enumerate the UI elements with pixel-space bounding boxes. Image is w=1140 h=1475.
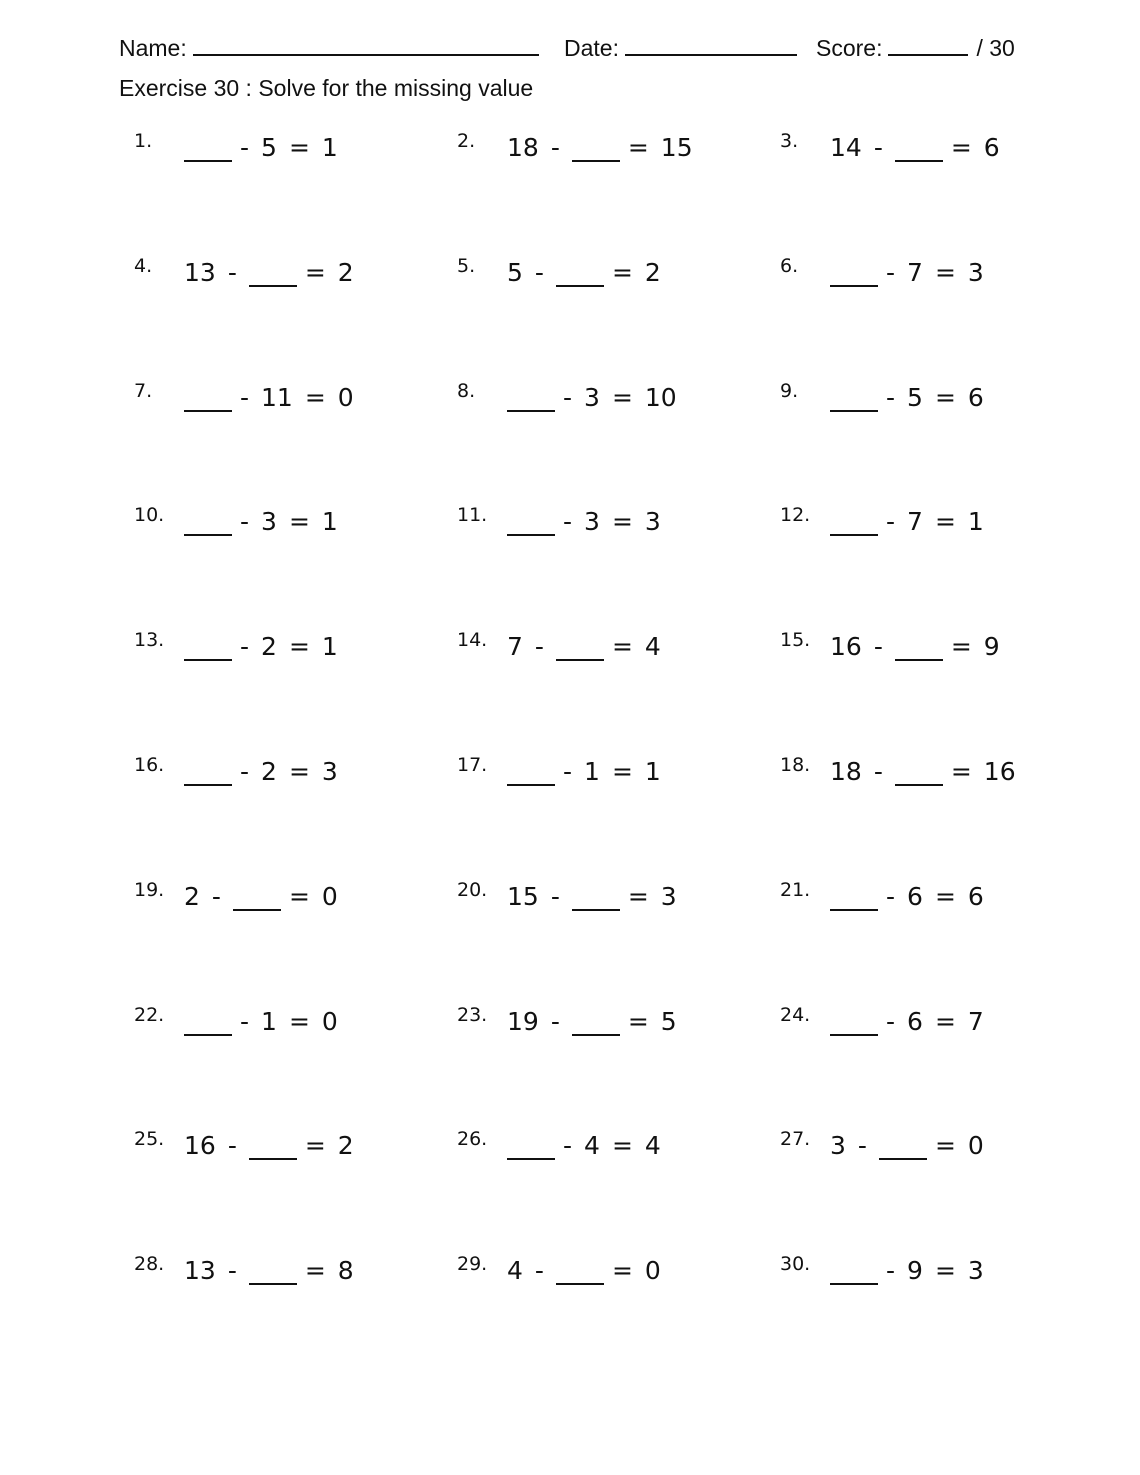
answer-blank[interactable]: [184, 760, 232, 786]
operand-a: 16: [184, 1131, 216, 1161]
equation: [507, 1004, 689, 1037]
answer-blank[interactable]: [556, 635, 604, 661]
equals-sign: =: [304, 1256, 326, 1286]
problem-24: [780, 1004, 1080, 1044]
equation: [830, 629, 1012, 662]
problem-30: [780, 1253, 1080, 1293]
problem-27: [780, 1128, 1080, 1168]
answer-blank[interactable]: [249, 261, 297, 287]
operand-b: 7: [907, 257, 923, 287]
result: 3: [321, 757, 338, 786]
minus-sign: -: [886, 382, 896, 412]
equation: [184, 754, 350, 787]
problem-number: 9.: [780, 379, 799, 402]
equals-sign: =: [627, 881, 649, 911]
minus-sign: -: [227, 1256, 237, 1286]
equation: [830, 380, 996, 413]
answer-blank[interactable]: [556, 261, 604, 287]
result: 3: [967, 1256, 984, 1286]
equation: [830, 1128, 996, 1161]
equation: [830, 255, 996, 288]
problem-18: [780, 754, 1080, 794]
answer-blank[interactable]: [830, 1010, 878, 1036]
equals-sign: =: [611, 382, 633, 412]
equation: [830, 754, 1028, 787]
minus-sign: -: [240, 1006, 250, 1036]
result: 3: [660, 881, 677, 911]
equation: [830, 504, 996, 537]
equation: [507, 380, 689, 413]
problem-25: [134, 1128, 434, 1168]
operand-b: 3: [584, 507, 600, 537]
result: 0: [321, 881, 338, 911]
problem-number: 23.: [457, 1003, 488, 1026]
equals-sign: =: [611, 1256, 633, 1286]
operand-b: 1: [261, 1006, 277, 1036]
equation: [184, 255, 366, 288]
operand-a: 5: [507, 257, 523, 287]
operand-b: 11: [261, 382, 293, 412]
answer-blank[interactable]: [895, 136, 943, 162]
date-label: Date:: [564, 35, 619, 61]
operand-b: 7: [907, 507, 923, 537]
problem-15: [780, 629, 1080, 669]
problem-number: 5.: [457, 254, 476, 277]
problem-29: [457, 1253, 757, 1293]
problem-6: [780, 255, 1080, 295]
operand-a: 18: [507, 133, 539, 162]
problem-number: 3.: [780, 130, 799, 152]
answer-blank[interactable]: [184, 510, 232, 536]
equation: [830, 1004, 996, 1037]
problem-number: 27.: [780, 1128, 811, 1151]
equation: [507, 754, 673, 787]
answer-blank[interactable]: [830, 885, 878, 911]
operand-b: 4: [584, 1131, 600, 1161]
equals-sign: =: [288, 507, 310, 537]
problem-26: [457, 1128, 757, 1168]
answer-blank[interactable]: [895, 760, 943, 786]
problem-23: [457, 1004, 757, 1044]
problem-14: [457, 629, 757, 669]
problem-8: [457, 380, 757, 420]
problem-number: 17.: [457, 754, 488, 776]
operand-a: 16: [830, 632, 862, 662]
problem-28: [134, 1253, 434, 1293]
equals-sign: =: [950, 632, 972, 662]
result: 16: [983, 757, 1016, 786]
problem-7: [134, 380, 434, 420]
answer-blank[interactable]: [830, 386, 878, 412]
equals-sign: =: [304, 382, 326, 412]
equals-sign: =: [934, 881, 956, 911]
problem-number: 11.: [457, 504, 488, 527]
minus-sign: -: [873, 632, 883, 662]
problem-19: [134, 879, 434, 919]
equation: [507, 130, 705, 163]
equals-sign: =: [627, 1006, 649, 1036]
problem-number: 18.: [780, 754, 811, 776]
name-label: Name:: [119, 35, 187, 61]
result: 6: [967, 881, 984, 911]
problem-21: [780, 879, 1080, 919]
minus-sign: -: [227, 1131, 237, 1161]
equals-sign: =: [950, 757, 972, 786]
answer-blank[interactable]: [830, 510, 878, 536]
operand-b: 3: [261, 507, 277, 537]
equals-sign: =: [627, 133, 649, 162]
operand-a: 13: [184, 257, 216, 287]
equals-sign: =: [611, 1131, 633, 1161]
operand-b: 1: [584, 757, 600, 786]
equation: [830, 1253, 996, 1286]
operand-b: 2: [261, 757, 277, 786]
equals-sign: =: [611, 757, 633, 786]
result: 1: [321, 632, 338, 662]
equals-sign: =: [288, 757, 310, 786]
problem-number: 13.: [134, 629, 165, 652]
problem-number: 15.: [780, 629, 811, 652]
minus-sign: -: [886, 1256, 896, 1286]
minus-sign: -: [857, 1131, 867, 1161]
answer-blank[interactable]: [830, 1259, 878, 1285]
answer-blank[interactable]: [184, 136, 232, 162]
problem-number: 22.: [134, 1003, 165, 1026]
equals-sign: =: [288, 881, 310, 911]
problem-number: 30.: [780, 1253, 811, 1276]
score-total: / 30: [976, 35, 1015, 61]
problem-1: [134, 130, 434, 170]
equation: [830, 130, 1012, 163]
problem-number: 21.: [780, 878, 811, 901]
equation: [184, 504, 350, 537]
minus-sign: -: [550, 1006, 560, 1036]
problem-number: 1.: [134, 130, 153, 152]
problem-20: [457, 879, 757, 919]
equals-sign: =: [611, 632, 633, 662]
problem-number: 25.: [134, 1128, 165, 1151]
answer-blank[interactable]: [184, 635, 232, 661]
minus-sign: -: [563, 757, 573, 786]
problem-number: 28.: [134, 1253, 165, 1276]
equals-sign: =: [611, 507, 633, 537]
result: 1: [321, 507, 338, 537]
result: 0: [967, 1131, 984, 1161]
equals-sign: =: [288, 632, 310, 662]
problem-number: 10.: [134, 504, 165, 527]
minus-sign: -: [563, 507, 573, 537]
result: 0: [644, 1256, 661, 1286]
equals-sign: =: [934, 1131, 956, 1161]
minus-sign: -: [240, 507, 250, 537]
result: 4: [644, 632, 661, 662]
minus-sign: -: [534, 1256, 544, 1286]
minus-sign: -: [563, 382, 573, 412]
equals-sign: =: [304, 1131, 326, 1161]
equation: [507, 255, 673, 288]
operand-b: 9: [907, 1256, 923, 1286]
minus-sign: -: [550, 133, 560, 162]
minus-sign: -: [886, 507, 896, 537]
problem-3: [780, 130, 1080, 170]
minus-sign: -: [886, 257, 896, 287]
equals-sign: =: [611, 257, 633, 287]
minus-sign: -: [534, 632, 544, 662]
problem-9: [780, 380, 1080, 420]
minus-sign: -: [240, 382, 250, 412]
answer-blank[interactable]: [895, 635, 943, 661]
result: 10: [644, 382, 677, 412]
operand-b: 3: [584, 382, 600, 412]
problem-number: 29.: [457, 1253, 488, 1276]
answer-blank[interactable]: [249, 1259, 297, 1285]
equation: [184, 130, 350, 163]
equals-sign: =: [950, 133, 972, 162]
operand-a: 15: [507, 881, 539, 911]
problem-number: 14.: [457, 629, 488, 652]
operand-a: 13: [184, 1256, 216, 1286]
problem-10: [134, 504, 434, 544]
problem-4: [134, 255, 434, 295]
result: 15: [660, 133, 693, 162]
operand-a: 2: [184, 881, 200, 911]
equation: [184, 380, 366, 413]
equation: [184, 1253, 366, 1286]
minus-sign: -: [886, 881, 896, 911]
problem-number: 4.: [134, 254, 153, 277]
minus-sign: -: [563, 1131, 573, 1161]
operand-a: 19: [507, 1006, 539, 1036]
equals-sign: =: [288, 133, 310, 162]
equals-sign: =: [934, 382, 956, 412]
result: 2: [337, 1131, 354, 1161]
operand-b: 6: [907, 881, 923, 911]
result: 3: [644, 507, 661, 537]
problem-22: [134, 1004, 434, 1044]
equation: [184, 1004, 350, 1037]
result: 7: [967, 1006, 984, 1036]
equation: [507, 504, 673, 537]
equals-sign: =: [304, 257, 326, 287]
minus-sign: -: [886, 1006, 896, 1036]
result: 1: [967, 507, 984, 537]
answer-blank[interactable]: [879, 1134, 927, 1160]
result: 2: [644, 257, 661, 287]
equation: [507, 1253, 673, 1286]
problem-11: [457, 504, 757, 544]
answer-blank[interactable]: [830, 261, 878, 287]
result: 6: [967, 382, 984, 412]
result: 6: [983, 133, 1000, 162]
minus-sign: -: [534, 257, 544, 287]
score-label: Score:: [816, 35, 883, 61]
minus-sign: -: [240, 632, 250, 662]
problem-2: [457, 130, 757, 170]
minus-sign: -: [240, 133, 250, 162]
result: 4: [644, 1131, 661, 1161]
equals-sign: =: [934, 507, 956, 537]
problem-13: [134, 629, 434, 669]
problem-number: 24.: [780, 1003, 811, 1026]
result: 1: [321, 133, 338, 162]
equation: [184, 879, 350, 912]
answer-blank[interactable]: [572, 885, 620, 911]
answer-blank[interactable]: [233, 885, 281, 911]
minus-sign: -: [550, 881, 560, 911]
equation: [507, 629, 673, 662]
operand-b: 6: [907, 1006, 923, 1036]
equation: [184, 1128, 366, 1161]
answer-blank[interactable]: [507, 386, 555, 412]
problem-number: 2.: [457, 130, 476, 152]
minus-sign: -: [240, 757, 250, 786]
equation: [184, 629, 350, 662]
answer-blank[interactable]: [249, 1134, 297, 1160]
result: 2: [337, 257, 354, 287]
result: 5: [660, 1006, 677, 1036]
problem-number: 6.: [780, 254, 799, 277]
answer-blank[interactable]: [556, 1259, 604, 1285]
answer-blank[interactable]: [507, 510, 555, 536]
operand-b: 5: [907, 382, 923, 412]
answer-blank[interactable]: [572, 1010, 620, 1036]
result: 0: [321, 1006, 338, 1036]
operand-b: 2: [261, 632, 277, 662]
problem-number: 8.: [457, 379, 476, 402]
minus-sign: -: [873, 133, 883, 162]
problem-number: 19.: [134, 878, 165, 901]
problem-number: 26.: [457, 1128, 488, 1151]
result: 1: [644, 757, 661, 786]
result: 9: [983, 632, 1000, 662]
operand-a: 4: [507, 1256, 523, 1286]
minus-sign: -: [873, 757, 883, 786]
answer-blank[interactable]: [184, 1010, 232, 1036]
problem-number: 12.: [780, 504, 811, 527]
minus-sign: -: [227, 257, 237, 287]
result: 8: [337, 1256, 354, 1286]
exercise-title: Exercise 30 : Solve for the missing value: [119, 75, 534, 101]
result: 0: [337, 382, 354, 412]
equation: [830, 879, 996, 912]
equation: [507, 1128, 673, 1161]
operand-a: 14: [830, 133, 862, 162]
answer-blank[interactable]: [507, 1134, 555, 1160]
operand-a: 7: [507, 632, 523, 662]
equals-sign: =: [288, 1006, 310, 1036]
equals-sign: =: [934, 1006, 956, 1036]
answer-blank[interactable]: [184, 386, 232, 412]
problem-number: 7.: [134, 379, 153, 402]
operand-a: 3: [830, 1131, 846, 1161]
minus-sign: -: [211, 881, 221, 911]
operand-a: 18: [830, 757, 862, 786]
answer-blank[interactable]: [572, 136, 620, 162]
equals-sign: =: [934, 257, 956, 287]
equation: [507, 879, 689, 912]
problem-12: [780, 504, 1080, 544]
equals-sign: =: [934, 1256, 956, 1286]
problem-number: 16.: [134, 754, 165, 776]
problem-17: [457, 754, 757, 794]
problem-5: [457, 255, 757, 295]
answer-blank[interactable]: [507, 760, 555, 786]
problem-16: [134, 754, 434, 794]
problem-number: 20.: [457, 878, 488, 901]
operand-b: 5: [261, 133, 277, 162]
result: 3: [967, 257, 984, 287]
